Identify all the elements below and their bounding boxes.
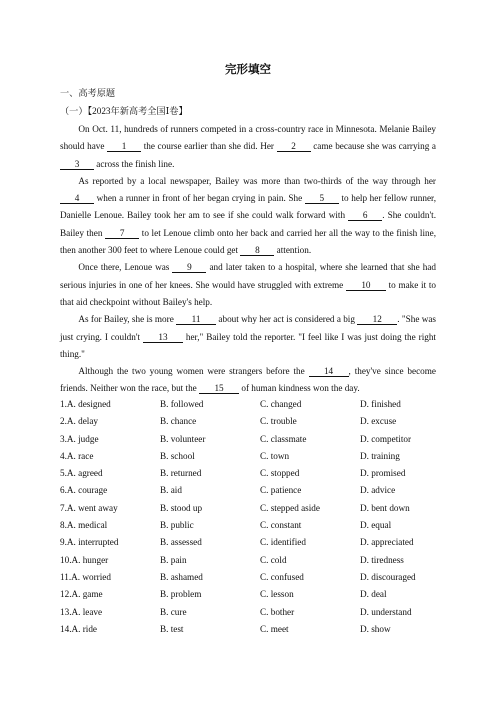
passage-text: On Oct. 11, hundreds of runners competed in a cross-country race in Minnesota. Melanie Bailey should have <box>60 124 436 152</box>
answer-blank[interactable]: 3 <box>60 159 94 170</box>
answer-blank[interactable]: 7 <box>105 228 139 239</box>
passage-text: came because she was carrying a <box>310 141 436 152</box>
option-row <box>60 519 440 536</box>
paragraph <box>60 363 436 398</box>
option-row <box>60 450 440 467</box>
option-row <box>60 433 440 450</box>
option-choice[interactable]: D. advice <box>360 485 396 496</box>
option-choice[interactable]: 13.A. leave <box>60 606 103 617</box>
option-choice[interactable]: D. appreciated <box>360 537 414 548</box>
cloze-passage <box>60 121 436 398</box>
answer-blank[interactable]: 5 <box>305 193 339 204</box>
passage-text: Once there, Lenoue was <box>78 262 173 273</box>
answer-blank[interactable]: 9 <box>172 262 206 273</box>
option-choice[interactable]: D. show <box>360 623 391 634</box>
option-choice[interactable]: B. ashamed <box>160 571 203 582</box>
option-choice[interactable]: 12.A. game <box>60 589 103 600</box>
answer-blank[interactable]: 15 <box>199 383 239 394</box>
option-choice[interactable]: 2.A. delay <box>60 416 99 427</box>
option-choice[interactable]: C. bother <box>260 606 295 617</box>
passage-text: across the finish line. <box>94 158 175 169</box>
answer-blank[interactable]: 2 <box>277 141 311 152</box>
option-choice[interactable]: 1.A. designed <box>60 399 111 409</box>
option-choice[interactable]: D. tiredness <box>360 554 404 565</box>
answer-blank[interactable]: 13 <box>143 332 183 343</box>
option-choice[interactable]: D. excuse <box>360 416 397 427</box>
option-choice[interactable]: B. test <box>160 623 184 634</box>
option-row <box>60 623 440 640</box>
passage-text: attention. <box>274 245 312 256</box>
option-row <box>60 484 440 501</box>
option-choice[interactable]: 4.A. race <box>60 450 94 461</box>
option-choice[interactable]: D. discouraged <box>360 571 416 582</box>
paragraph <box>60 121 436 173</box>
passage-text: her," Bailey told the reporter. "I feel like I was just doing the right thing." <box>60 331 436 359</box>
option-choice[interactable]: B. stood up <box>160 502 203 513</box>
option-choice[interactable]: D. understand <box>360 606 412 617</box>
answer-blank[interactable]: 10 <box>346 280 386 291</box>
option-choice[interactable]: C. town <box>260 450 290 461</box>
option-choice[interactable]: 11.A. worried <box>60 571 111 582</box>
option-choice[interactable]: C. lesson <box>260 589 294 600</box>
answer-blank[interactable]: 1 <box>107 141 141 152</box>
option-row <box>60 536 440 553</box>
option-row <box>60 606 440 623</box>
option-choice[interactable]: 14.A. ride <box>60 623 97 634</box>
passage-text: to help her fellow runner, Danielle Lenoue. Bailey took her am to see if she could walk forward with <box>60 193 437 221</box>
option-choice[interactable]: D. training <box>360 450 400 461</box>
option-choice[interactable]: B. public <box>160 520 194 531</box>
option-choice[interactable]: 10.A. hunger <box>60 554 109 565</box>
option-choice[interactable]: 9.A. interrupted <box>60 537 119 548</box>
passage-text: . "She was just crying. I couldn't <box>60 314 436 342</box>
passage-text: . She couldn't. Bailey then <box>60 210 436 238</box>
option-choice[interactable]: C. confused <box>260 571 304 582</box>
option-choice[interactable]: C. constant <box>260 520 302 531</box>
paragraph <box>60 259 436 311</box>
option-choice[interactable]: C. cold <box>260 554 287 565</box>
option-choice[interactable]: C. stepped aside <box>260 502 320 513</box>
option-row <box>60 588 440 605</box>
subsection-heading: （一）【2023年新高考全国Ⅰ卷】 <box>60 106 188 116</box>
option-row <box>60 467 440 484</box>
answer-blank[interactable]: 6 <box>348 210 382 221</box>
option-choice[interactable]: B. chance <box>160 416 197 427</box>
passage-text: to make it to that aid checkpoint without Bailey's help. <box>60 279 436 307</box>
passage-text: to let Lenoue climb onto her back and carried her all the way to the finish line, then another 300 feet to where Lenoue could get <box>60 227 436 256</box>
passage-text: As for Bailey, she is more <box>78 314 177 325</box>
options-list <box>60 398 440 640</box>
option-choice[interactable]: B. volunteer <box>160 433 206 444</box>
option-row <box>60 502 440 519</box>
passage-text: Although the two young women were strangers before the <box>78 366 309 377</box>
option-choice[interactable]: 5.A. agreed <box>60 468 103 479</box>
option-choice[interactable]: B. school <box>160 450 195 461</box>
option-choice[interactable]: C. patience <box>260 485 302 496</box>
option-row <box>60 571 440 588</box>
option-choice[interactable]: 3.A. judge <box>60 433 99 444</box>
option-choice[interactable]: 8.A. medical <box>60 520 108 531</box>
option-row <box>60 554 440 571</box>
passage-text: , they've since become friends. Neither won the race, but the <box>60 366 437 394</box>
passage-text: of human kindness won the day. <box>239 383 360 394</box>
paragraph <box>60 311 436 363</box>
option-choice[interactable]: C. changed <box>260 399 302 409</box>
option-choice[interactable]: D. bent down <box>360 502 410 513</box>
option-choice[interactable]: B. cure <box>160 606 187 617</box>
page-title: 完形填空 <box>225 62 271 76</box>
option-choice[interactable]: B. assessed <box>160 537 202 548</box>
option-choice[interactable]: C. classmate <box>260 433 307 444</box>
option-row <box>60 398 440 415</box>
passage-text: the course earlier than she did. Her <box>141 141 277 152</box>
option-choice[interactable]: D. equal <box>360 520 392 531</box>
paragraph <box>60 173 436 259</box>
option-choice[interactable]: C. identified <box>260 537 306 548</box>
option-choice[interactable]: B. pain <box>160 554 187 565</box>
option-choice[interactable]: D. finished <box>360 399 401 409</box>
option-choice[interactable]: D. competitor <box>360 433 412 444</box>
passage-text: when a runner in front of her began crying in pain. She <box>94 193 305 204</box>
option-choice[interactable]: C. meet <box>260 623 289 634</box>
option-row <box>60 415 440 432</box>
option-choice[interactable]: 7.A. went away <box>60 502 118 513</box>
passage-text: and later taken to a hospital, where she learned that she had serious injuries in one of her knees. She would have struggled with extreme <box>60 262 437 290</box>
option-choice[interactable]: B. followed <box>160 399 204 409</box>
option-choice[interactable]: B. aid <box>160 485 182 496</box>
passage-text: As reported by a local newspaper, Bailey was more than two-thirds of the way through her <box>78 175 436 186</box>
section-heading: 一、高考原题 <box>60 88 116 98</box>
option-choice[interactable]: D. promised <box>360 468 406 479</box>
option-choice[interactable]: 6.A. courage <box>60 485 108 496</box>
option-choice[interactable]: B. returned <box>160 468 202 479</box>
answer-blank[interactable]: 12 <box>357 314 397 325</box>
answer-blank[interactable]: 4 <box>60 193 94 204</box>
option-choice[interactable]: B. problem <box>160 589 202 600</box>
answer-blank[interactable]: 8 <box>240 245 274 256</box>
option-choice[interactable]: D. deal <box>360 589 387 600</box>
option-choice[interactable]: C. stopped <box>260 468 300 479</box>
answer-blank[interactable]: 14 <box>309 366 349 377</box>
answer-blank[interactable]: 11 <box>176 314 216 325</box>
option-choice[interactable]: C. trouble <box>260 416 297 427</box>
passage-text: about why her act is considered a big <box>216 314 358 325</box>
